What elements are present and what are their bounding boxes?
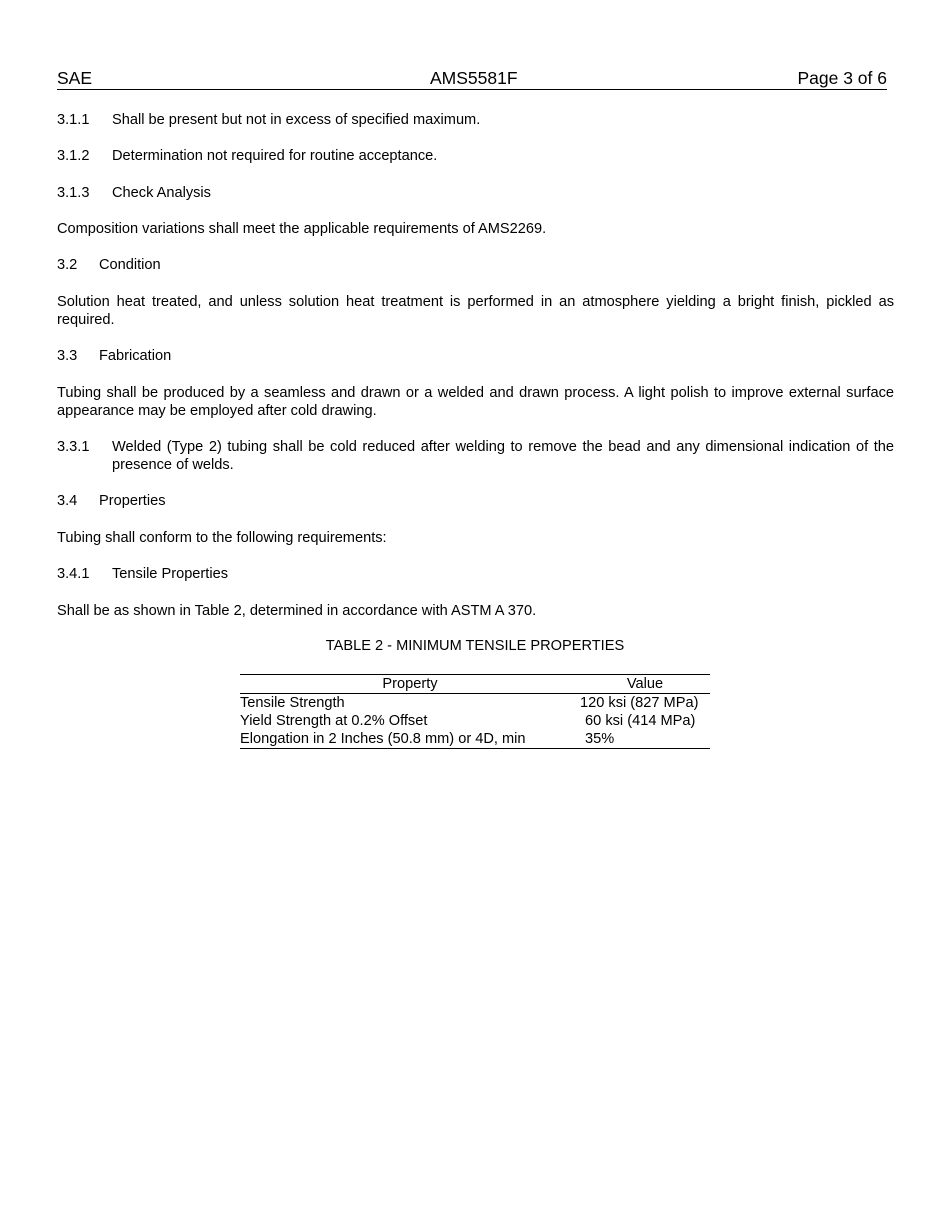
- table-header-row: [240, 675, 710, 694]
- header-org: SAE: [57, 68, 93, 88]
- section-heading: Condition: [99, 257, 161, 273]
- section-3-1-2: [57, 147, 437, 165]
- table-row: [240, 730, 710, 749]
- section-number: 3.1.2: [57, 148, 90, 164]
- table-title: TABLE 2 - MINIMUM TENSILE PROPERTIES: [325, 638, 625, 654]
- section-number: 3.4.1: [57, 566, 90, 582]
- table-row: [240, 712, 710, 730]
- section-3-1-1: [57, 111, 480, 129]
- section-number: 3.2: [57, 257, 78, 273]
- section-3-2: [57, 256, 161, 274]
- tensile-properties-table: [240, 674, 710, 749]
- section-heading: Fabrication: [99, 348, 172, 364]
- section-3-1-3-body: Composition variations shall meet the applicable requirements of AMS2269.: [57, 221, 547, 237]
- cell-property: Yield Strength at 0.2% Offset: [240, 713, 428, 729]
- section-3-4-1: [57, 565, 228, 583]
- section-3-1-3: [57, 184, 211, 202]
- section-number: 3.3: [57, 348, 78, 364]
- section-number: 3.1.3: [57, 185, 90, 201]
- cell-property: Tensile Strength: [240, 695, 345, 711]
- section-heading: Properties: [99, 493, 166, 509]
- section-3-2-body: Solution heat treated, and unless solution heat treatment is performed in an atmosphere yielding a bright finish, pickled as required.: [57, 294, 894, 328]
- cell-property: Elongation in 2 Inches (50.8 mm) or 4D, min: [240, 730, 580, 749]
- cell-value: 60 ksi (414 MPa): [581, 713, 696, 729]
- section-text: Determination not required for routine acceptance.: [112, 148, 438, 164]
- section-3-3-body: Tubing shall be produced by a seamless and drawn or a welded and drawn process. A light polish to improve external surface appearance may be employed after cold drawing.: [57, 385, 894, 419]
- section-number: 3.4: [57, 493, 78, 509]
- section-number: 3.3.1: [57, 439, 90, 455]
- section-heading: Tensile Properties: [112, 566, 228, 582]
- column-header-value: Value: [580, 675, 710, 694]
- section-number: 3.1.1: [57, 112, 90, 128]
- section-3-3-1-text: Welded (Type 2) tubing shall be cold reduced after welding to remove the bead and any dimensional indication of the presence of welds.: [112, 439, 894, 473]
- section-3-4: [57, 492, 166, 510]
- header-page-number: Page 3 of 6: [797, 68, 887, 88]
- table-row: [240, 694, 710, 713]
- section-3-3-1-number: [57, 438, 89, 456]
- section-3-3: [57, 347, 171, 365]
- section-3-4-body: Tubing shall conform to the following requirements:: [57, 530, 387, 546]
- section-3-4-1-body: Shall be as shown in Table 2, determined in accordance with ASTM A 370.: [57, 603, 537, 619]
- column-header-property: Property: [240, 675, 580, 694]
- cell-value: 35%: [580, 730, 710, 749]
- header-doc-number: AMS5581F: [430, 68, 518, 88]
- cell-value: 120 ksi (827 MPa): [580, 695, 699, 711]
- section-heading: Check Analysis: [112, 185, 211, 201]
- section-text: Shall be present but not in excess of specified maximum.: [112, 112, 481, 128]
- page-header: [57, 67, 887, 90]
